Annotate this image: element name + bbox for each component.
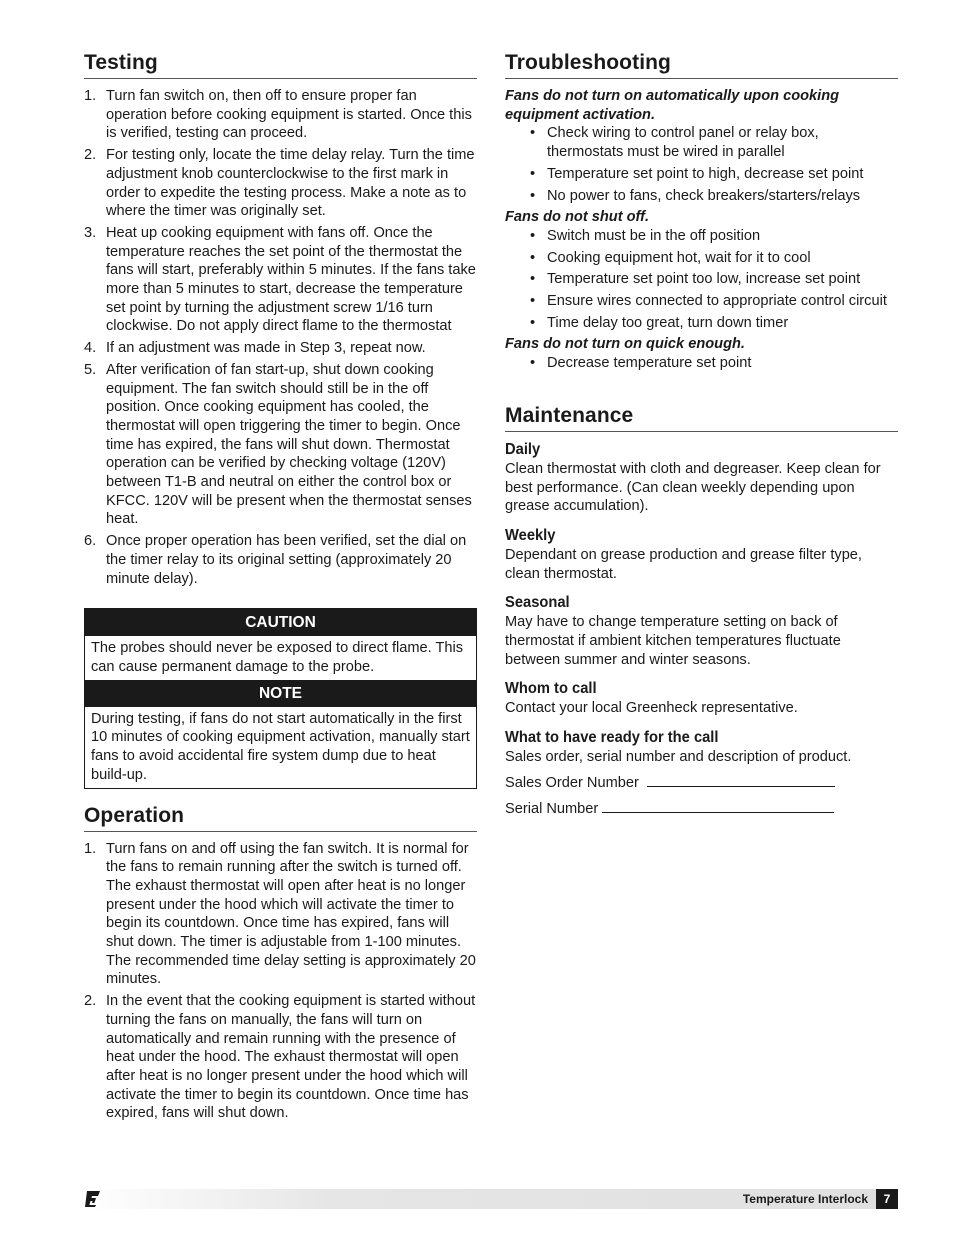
testing-step-text: Turn fan switch on, then off to ensure proper fan operation before cooking equipment is started. Once this is verified, testing can proceed.	[106, 88, 472, 142]
operation-step-number: 1.	[84, 840, 97, 857]
troubleshooting-groups	[505, 87, 898, 373]
testing-step-number: 6.	[84, 533, 97, 550]
seasonal-text: May have to change temperature setting on back of thermostat if ambient kitchen temperatures fluctuate between summer and winter seasons.	[505, 614, 841, 668]
maintenance-seasonal	[505, 593, 898, 669]
troubleshooting-remedy-item	[505, 249, 898, 268]
maintenance-daily	[505, 440, 898, 516]
remedy-text: Temperature set point too low, increase set point	[547, 271, 861, 288]
remedy-text: No power to fans, check breakers/starters/relays	[547, 187, 861, 204]
maintenance-ready	[505, 728, 898, 818]
troubleshooting-symptom-heading: Fans do not shut off.	[505, 209, 650, 226]
troubleshooting-remedy-item	[505, 354, 898, 373]
remedy-text: Ensure wires connected to appropriate control circuit	[547, 293, 887, 310]
caution-header: CAUTION	[85, 609, 476, 636]
testing-steps-list	[84, 87, 477, 588]
sales-order-blank	[647, 772, 835, 787]
note-text: During testing, if fans do not start automatically in the first 10 minutes of cooking equipment activation, manually start fans to avoid accidental fire system dump due to heat build-up.	[91, 710, 470, 783]
troubleshooting-remedy-item	[505, 124, 898, 161]
bullet-icon: •	[530, 271, 536, 288]
remedy-text: Switch must be in the off position	[547, 227, 761, 244]
serial-number-blank	[602, 798, 834, 813]
serial-number-label: Serial Number	[505, 800, 599, 817]
testing-step-number: 5.	[84, 361, 97, 378]
weekly-text: Dependant on grease production and grease filter type, clean thermostat.	[505, 546, 862, 582]
bullet-icon: •	[530, 249, 536, 266]
troubleshooting-remedy-item	[505, 187, 898, 206]
bullet-icon: •	[530, 314, 536, 331]
sales-order-label: Sales Order Number	[505, 774, 639, 791]
testing-step-text: Heat up cooking equipment with fans off. Once the temperature reaches the set point of the thermostat the fans will start, preferably within 5 minutes. If the fans take more than 5 minutes to start, decrease the temperature set point by turning the adjustment screw 1/16 turn clockwise. Do not apply direct flame to the thermostat	[106, 224, 476, 335]
serial-number-line	[505, 798, 898, 819]
ready-text: Sales order, serial number and description of product.	[505, 749, 852, 766]
testing-step	[84, 146, 477, 221]
operation-step	[84, 992, 477, 1123]
daily-text: Clean thermostat with cloth and degreaser. Keep clean for best performance. (Can clean weekly depending upon grease accumulation).	[505, 460, 881, 515]
operation-steps-list	[84, 840, 477, 1124]
remedy-text: Decrease temperature set point	[547, 355, 752, 372]
troubleshooting-symptom-heading: Fans do not turn on automatically upon cooking equipment activation.	[505, 88, 840, 123]
whom-text: Contact your local Greenheck representative.	[505, 700, 798, 717]
remedy-text: Temperature set point to high, decrease set point	[547, 165, 864, 182]
seasonal-heading: Seasonal	[505, 594, 570, 612]
bullet-icon: •	[530, 125, 536, 142]
testing-step-text: After verification of fan start-up, shut down cooking equipment. The fan switch should still be in the off position. Once cooking equipment has cooled, the thermostat will open triggering the timer to begin. Once time has expired, the fans will shut down. Thermostat operation can be verified by checking voltage (120V) between T1-B and neutral on either the control box or KFCC. 120V will be present when the thermostat senses heat.	[106, 361, 472, 528]
operation-step-text: In the event that the cooking equipment is started without turning the fans on manually, the fans will turn on automatically and remain running with the presence of heat under the hood. The exhaust thermostat will open after heat is no longer present under the hood which will activate the timer to begin its countdown. Once time has expired, fans will shut down.	[106, 993, 476, 1122]
troubleshooting-remedy-item	[505, 165, 898, 184]
operation-step-text: Turn fans on and off using the fan switch. It is normal for the fans to remain running after the switch is turned off. The exhaust thermostat will open after heat is no longer present under the hood which will activate the timer to begin its countdown. Once time has expired, fans will shut down. The timer is adjustable from 1-100 minutes. The recommended time delay setting is approximately 20 minutes.	[106, 840, 476, 988]
troubleshooting-title: Troubleshooting	[505, 50, 898, 79]
testing-step	[84, 224, 477, 336]
bullet-icon: •	[530, 355, 536, 372]
daily-heading: Daily	[505, 440, 541, 458]
bullet-icon: •	[530, 187, 536, 204]
troubleshooting-remedy-list	[505, 124, 898, 205]
troubleshooting-remedy-list	[505, 227, 898, 333]
testing-step-text: If an adjustment was made in Step 3, repeat now.	[106, 340, 426, 357]
weekly-heading: Weekly	[505, 526, 556, 544]
testing-step	[84, 532, 477, 588]
caution-text: The probes should never be exposed to direct flame. This can cause permanent damage to the probe.	[91, 640, 464, 675]
whom-heading: Whom to call	[505, 680, 597, 698]
bullet-icon: •	[530, 227, 536, 244]
caution-note-box	[84, 608, 477, 788]
testing-step-text: Once proper operation has been verified, set the dial on the timer relay to its original setting (approximately 20 minute delay).	[106, 533, 467, 587]
bullet-icon: •	[530, 165, 536, 182]
operation-step	[84, 840, 477, 990]
remedy-text: Cooking equipment hot, wait for it to cool	[547, 249, 811, 266]
testing-step-number: 1.	[84, 88, 97, 104]
testing-step-number: 2.	[84, 147, 97, 164]
note-header: NOTE	[85, 680, 476, 707]
testing-step	[84, 339, 477, 358]
right-column	[505, 50, 898, 818]
maintenance-weekly	[505, 526, 898, 583]
ready-heading: What to have ready for the call	[505, 729, 719, 747]
bullet-icon: •	[530, 293, 536, 310]
testing-step-text: For testing only, locate the time delay relay. Turn the time adjustment knob counterclockwise to the first mark in order to expedite the testing process. Make a note as to where the timer was originally set.	[106, 147, 475, 220]
troubleshooting-remedy-item	[505, 227, 898, 246]
sales-order-line	[505, 772, 898, 793]
testing-step	[84, 361, 477, 529]
troubleshooting-remedy-list	[505, 354, 898, 373]
testing-step	[84, 87, 477, 143]
operation-step-number: 2.	[84, 993, 97, 1010]
testing-title: Testing	[84, 50, 477, 79]
troubleshooting-remedy-item	[505, 270, 898, 289]
greenheck-logo-icon	[84, 1190, 102, 1208]
page-footer	[84, 1189, 898, 1209]
maintenance-whom	[505, 679, 898, 718]
troubleshooting-symptom-heading: Fans do not turn on quick enough.	[505, 336, 745, 353]
troubleshooting-remedy-item	[505, 314, 898, 333]
testing-step-number: 3.	[84, 224, 97, 241]
left-column	[84, 50, 477, 1126]
maintenance-title: Maintenance	[505, 403, 898, 432]
footer-document-title: Temperature Interlock	[742, 1192, 868, 1206]
testing-step-number: 4.	[84, 340, 97, 357]
remedy-text: Check wiring to control panel or relay box, thermostats must be wired in parallel	[547, 125, 819, 161]
remedy-text: Time delay too great, turn down timer	[547, 314, 789, 331]
operation-title: Operation	[84, 803, 477, 832]
troubleshooting-remedy-item	[505, 292, 898, 311]
page-number: 7	[876, 1189, 898, 1209]
